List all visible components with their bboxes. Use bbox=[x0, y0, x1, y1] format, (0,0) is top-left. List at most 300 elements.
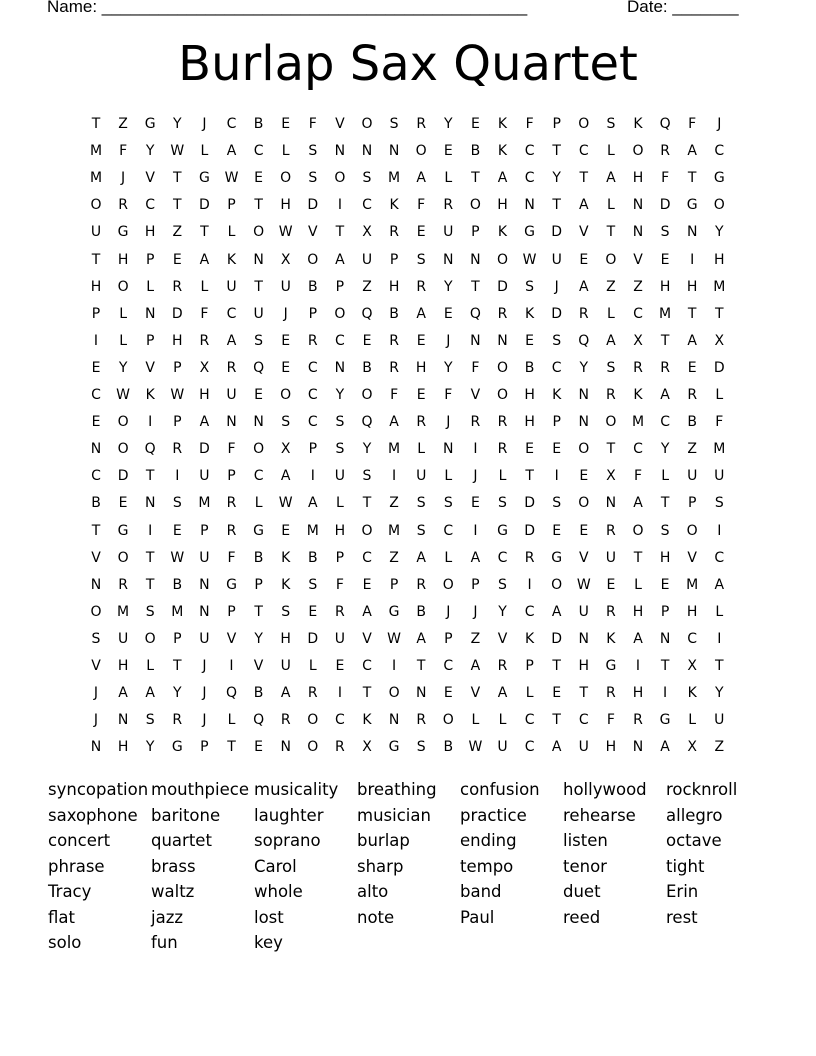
grid-letter: N bbox=[632, 739, 644, 756]
grid-letter: U bbox=[578, 603, 589, 620]
grid-letter: A bbox=[280, 468, 291, 485]
grid-letter: H bbox=[686, 278, 698, 295]
grid-letter: H bbox=[659, 278, 671, 295]
grid-letter: I bbox=[690, 251, 695, 268]
grid-letter: E bbox=[281, 359, 291, 376]
grid-letter: M bbox=[171, 603, 184, 620]
grid-letter: C bbox=[335, 332, 345, 349]
grid-letter: L bbox=[146, 658, 155, 674]
grid-letter: H bbox=[578, 658, 590, 674]
grid-letter: R bbox=[416, 116, 427, 132]
grid-letter: Q bbox=[253, 359, 265, 376]
grid-letter: U bbox=[714, 712, 725, 729]
grid-letter: R bbox=[470, 414, 481, 431]
grid-letter: T bbox=[416, 658, 426, 674]
grid-letter: E bbox=[552, 522, 562, 539]
grid-letter: X bbox=[362, 739, 372, 756]
grid-letter: T bbox=[552, 197, 561, 214]
grid-letter: O bbox=[578, 495, 590, 512]
grid-letter: N bbox=[470, 251, 481, 268]
grid-letter: F bbox=[119, 143, 128, 160]
grid-letter: C bbox=[714, 143, 725, 160]
grid-letter: V bbox=[362, 630, 372, 647]
grid-letter: T bbox=[660, 495, 670, 512]
grid-letter: U bbox=[199, 630, 210, 647]
grid-letter: O bbox=[551, 576, 563, 593]
grid-letter: E bbox=[525, 441, 535, 458]
grid-letter: A bbox=[551, 603, 562, 620]
grid-letter: A bbox=[579, 278, 589, 295]
grid-letter: C bbox=[524, 170, 535, 187]
grid-letter: R bbox=[389, 359, 399, 376]
grid-letter: N bbox=[388, 712, 400, 729]
grid-letter: E bbox=[281, 332, 291, 349]
word-list-item: waltz bbox=[151, 882, 195, 901]
grid-letter: O bbox=[117, 549, 129, 566]
grid-letter: J bbox=[202, 712, 207, 729]
word-list-item: musicality bbox=[254, 780, 339, 799]
grid-letter: R bbox=[307, 685, 318, 702]
grid-letter: C bbox=[307, 359, 318, 376]
grid-letter: E bbox=[91, 414, 101, 431]
grid-letter: R bbox=[226, 495, 237, 512]
grid-letter: S bbox=[660, 522, 670, 539]
grid-letter: T bbox=[254, 278, 263, 295]
grid-letter: U bbox=[605, 549, 617, 566]
grid-letter: N bbox=[415, 685, 427, 702]
grid-letter: R bbox=[416, 712, 427, 729]
grid-letter: T bbox=[91, 522, 101, 539]
grid-letter: H bbox=[714, 251, 725, 268]
grid-letter: L bbox=[606, 197, 615, 214]
word-list-item: burlap bbox=[357, 831, 410, 850]
grid-letter: L bbox=[525, 685, 534, 702]
grid-letter: L bbox=[688, 712, 697, 729]
grid-letter: G bbox=[686, 197, 698, 214]
grid-letter: S bbox=[145, 603, 155, 620]
grid-letter: L bbox=[715, 387, 724, 403]
grid-letter: E bbox=[552, 685, 562, 702]
grid-letter: A bbox=[226, 143, 237, 160]
word-list-item: concert bbox=[48, 831, 111, 850]
grid-letter: T bbox=[633, 549, 643, 566]
grid-letter: I bbox=[93, 332, 99, 349]
word-list-item: mouthpiece bbox=[151, 780, 249, 799]
grid-letter: R bbox=[606, 522, 616, 539]
word-list-item: baritone bbox=[151, 805, 221, 825]
grid-letter: E bbox=[416, 224, 426, 241]
grid-letter: T bbox=[145, 576, 155, 593]
grid-letter: J bbox=[554, 278, 559, 295]
grid-letter: H bbox=[199, 387, 210, 403]
grid-letter: E bbox=[606, 576, 616, 593]
grid-letter: J bbox=[446, 332, 451, 349]
grid-letter: G bbox=[659, 712, 671, 729]
grid-letter: Y bbox=[579, 359, 589, 376]
grid-letter: N bbox=[361, 143, 373, 160]
grid-letter: S bbox=[552, 332, 562, 349]
grid-letter: P bbox=[471, 224, 480, 241]
grid-letter: C bbox=[226, 305, 237, 322]
grid-letter: F bbox=[661, 170, 670, 187]
word-list-item: solo bbox=[48, 933, 82, 952]
grid-letter: K bbox=[497, 116, 508, 132]
grid-letter: R bbox=[226, 359, 237, 376]
grid-letter: E bbox=[172, 522, 182, 539]
grid-letter: S bbox=[416, 522, 426, 539]
grid-letter: A bbox=[633, 630, 643, 647]
grid-letter: K bbox=[687, 685, 697, 702]
grid-letter: M bbox=[89, 143, 103, 160]
word-list-item: Erin bbox=[666, 882, 699, 901]
grid-letter: S bbox=[660, 224, 670, 241]
grid-letter: P bbox=[552, 116, 561, 132]
grid-letter: P bbox=[335, 549, 345, 566]
grid-letter: K bbox=[633, 116, 643, 132]
grid-letter: E bbox=[118, 495, 128, 512]
grid-letter: J bbox=[717, 116, 722, 132]
grid-letter: A bbox=[362, 603, 372, 620]
grid-letter: N bbox=[253, 251, 264, 268]
grid-letter: A bbox=[416, 305, 426, 322]
grid-letter: N bbox=[605, 495, 617, 512]
grid-letter: U bbox=[226, 387, 237, 403]
grid-letter: A bbox=[416, 549, 426, 566]
grid-letter: O bbox=[605, 414, 617, 431]
grid-letter: D bbox=[551, 224, 563, 241]
word-list-item: quartet bbox=[151, 831, 212, 850]
grid-letter: E bbox=[660, 576, 670, 593]
grid-letter: T bbox=[145, 468, 155, 485]
grid-letter: U bbox=[714, 468, 725, 485]
grid-letter: V bbox=[579, 224, 589, 241]
grid-letter: H bbox=[415, 359, 427, 376]
grid-letter: P bbox=[254, 576, 263, 593]
grid-letter: E bbox=[579, 251, 589, 268]
grid-letter: O bbox=[361, 387, 373, 403]
word-list-item: lost bbox=[254, 907, 284, 927]
grid-letter: U bbox=[551, 251, 562, 268]
grid-letter: T bbox=[173, 170, 182, 187]
grid-letter: A bbox=[280, 685, 291, 702]
grid-letter: N bbox=[117, 712, 129, 729]
grid-letter: S bbox=[416, 251, 426, 268]
grid-letter: Y bbox=[173, 685, 182, 702]
grid-letter: W bbox=[278, 224, 293, 241]
grid-letter: P bbox=[227, 197, 236, 214]
grid-letter: L bbox=[444, 468, 453, 485]
grid-letter: C bbox=[91, 468, 101, 485]
grid-letter: H bbox=[90, 278, 102, 295]
grid-letter: A bbox=[335, 251, 345, 268]
grid-letter: G bbox=[713, 170, 725, 187]
grid-letter: A bbox=[199, 251, 210, 268]
word-list-item: ending bbox=[460, 831, 517, 850]
grid-letter: I bbox=[717, 522, 722, 539]
grid-letter: N bbox=[199, 576, 210, 593]
grid-letter: U bbox=[334, 630, 346, 647]
grid-letter: D bbox=[551, 305, 563, 322]
word-list-item: listen bbox=[563, 831, 608, 850]
grid-letter: E bbox=[254, 387, 264, 403]
grid-letter: J bbox=[121, 170, 126, 187]
grid-letter: W bbox=[576, 576, 591, 593]
grid-letter: G bbox=[497, 522, 508, 539]
grid-letter: O bbox=[388, 685, 400, 702]
grid-letter: Q bbox=[578, 332, 590, 349]
grid-letter: P bbox=[145, 251, 155, 268]
grid-letter: O bbox=[578, 116, 590, 132]
word-list-item: confusion bbox=[460, 780, 540, 799]
grid-letter: N bbox=[524, 197, 535, 214]
grid-letter: L bbox=[417, 441, 426, 458]
grid-letter: P bbox=[173, 414, 182, 431]
grid-letter: K bbox=[226, 251, 237, 268]
grid-letter: O bbox=[605, 251, 617, 268]
grid-letter: Y bbox=[498, 603, 507, 620]
grid-letter: Y bbox=[660, 441, 670, 458]
grid-letter: Q bbox=[659, 116, 671, 132]
grid-letter: B bbox=[443, 739, 454, 756]
grid-letter: X bbox=[687, 658, 697, 674]
grid-letter: T bbox=[660, 332, 670, 349]
grid-letter: N bbox=[334, 143, 346, 160]
grid-letter: V bbox=[633, 251, 643, 268]
grid-letter: X bbox=[280, 441, 291, 458]
grid-letter: N bbox=[659, 630, 671, 647]
grid-letter: E bbox=[416, 332, 426, 349]
grid-letter: R bbox=[660, 143, 670, 160]
grid-letter: N bbox=[443, 251, 454, 268]
grid-letter: M bbox=[659, 305, 672, 322]
grid-letter: M bbox=[89, 170, 103, 187]
word-list-item: brass bbox=[151, 856, 196, 876]
name-field-label: Name: _____________________________________________ bbox=[47, 0, 528, 16]
grid-letter: Y bbox=[362, 441, 372, 458]
word-list-item: tenor bbox=[563, 856, 607, 876]
grid-letter: C bbox=[253, 143, 264, 160]
grid-letter: C bbox=[660, 414, 670, 431]
word-list-item: syncopation bbox=[48, 780, 149, 799]
grid-letter: S bbox=[308, 143, 318, 160]
grid-letter: H bbox=[524, 387, 535, 403]
grid-letter: K bbox=[633, 387, 643, 403]
grid-letter: L bbox=[606, 143, 615, 160]
grid-letter: H bbox=[388, 278, 400, 295]
grid-letter: V bbox=[91, 549, 101, 566]
grid-letter: Y bbox=[444, 116, 453, 132]
grid-letter: T bbox=[687, 170, 697, 187]
word-list-item: tempo bbox=[460, 856, 514, 876]
grid-letter: B bbox=[253, 549, 264, 566]
grid-letter: Q bbox=[361, 414, 373, 431]
grid-letter: U bbox=[90, 224, 102, 241]
grid-letter: J bbox=[473, 468, 478, 485]
grid-letter: A bbox=[389, 414, 399, 431]
grid-letter: K bbox=[497, 224, 508, 241]
grid-letter: I bbox=[473, 441, 478, 458]
grid-letter: R bbox=[660, 359, 670, 376]
grid-letter: O bbox=[442, 712, 454, 729]
grid-letter: C bbox=[524, 603, 535, 620]
word-list-item: Paul bbox=[460, 907, 495, 927]
grid-letter: T bbox=[145, 549, 155, 566]
grid-letter: E bbox=[335, 658, 345, 674]
grid-letter: Q bbox=[361, 305, 373, 322]
grid-letter: K bbox=[389, 197, 399, 214]
grid-letter: S bbox=[254, 332, 264, 349]
grid-letter: O bbox=[253, 441, 265, 458]
grid-letter: M bbox=[198, 495, 211, 512]
grid-letter: U bbox=[578, 739, 589, 756]
grid-letter: P bbox=[444, 630, 453, 647]
grid-letter: O bbox=[90, 603, 102, 620]
grid-letter: N bbox=[144, 495, 156, 512]
grid-letter: B bbox=[307, 549, 318, 566]
grid-letter: F bbox=[417, 197, 426, 214]
grid-letter: A bbox=[199, 414, 210, 431]
grid-letter: B bbox=[416, 603, 426, 620]
grid-letter: B bbox=[389, 305, 399, 322]
grid-letter: R bbox=[416, 576, 427, 593]
word-list-item: whole bbox=[254, 882, 303, 901]
grid-letter: G bbox=[551, 549, 563, 566]
grid-letter: A bbox=[551, 739, 562, 756]
grid-letter: O bbox=[117, 414, 129, 431]
grid-letter: E bbox=[525, 332, 535, 349]
grid-letter: J bbox=[473, 603, 478, 620]
grid-letter: N bbox=[90, 576, 102, 593]
grid-letter: O bbox=[686, 522, 698, 539]
grid-letter: Q bbox=[225, 685, 238, 702]
grid-letter: E bbox=[470, 495, 480, 512]
grid-letter: A bbox=[497, 170, 508, 187]
grid-letter: J bbox=[202, 116, 207, 132]
grid-letter: R bbox=[389, 332, 399, 349]
grid-letter: X bbox=[714, 332, 725, 349]
word-list-item: tight bbox=[666, 856, 705, 876]
grid-letter: L bbox=[471, 712, 480, 729]
grid-letter: D bbox=[199, 197, 210, 214]
grid-letter: N bbox=[90, 739, 102, 756]
grid-letter: C bbox=[443, 522, 454, 539]
grid-letter: D bbox=[171, 305, 183, 322]
grid-letter: L bbox=[606, 305, 615, 322]
grid-letter: T bbox=[254, 197, 263, 214]
grid-letter: E bbox=[254, 739, 264, 756]
grid-letter: R bbox=[307, 332, 318, 349]
grid-letter: O bbox=[117, 441, 129, 458]
grid-letter: E bbox=[443, 305, 453, 322]
grid-letter: L bbox=[227, 712, 236, 729]
grid-letter: R bbox=[226, 522, 237, 539]
grid-letter: M bbox=[388, 441, 401, 458]
grid-letter: F bbox=[715, 414, 724, 431]
grid-letter: H bbox=[280, 197, 291, 214]
grid-letter: J bbox=[202, 658, 207, 674]
word-list-item: hollywood bbox=[563, 780, 647, 799]
grid-letter: W bbox=[170, 387, 185, 403]
grid-letter: D bbox=[524, 495, 535, 512]
word-list-item: duet bbox=[563, 882, 601, 901]
grid-letter: R bbox=[633, 712, 643, 729]
grid-letter: U bbox=[443, 224, 454, 241]
grid-letter: R bbox=[118, 197, 128, 214]
grid-letter: E bbox=[416, 387, 426, 403]
grid-letter: O bbox=[361, 116, 373, 132]
grid-letter: E bbox=[281, 522, 291, 539]
grid-letter: K bbox=[281, 549, 291, 566]
grid-letter: U bbox=[687, 468, 698, 485]
grid-letter: R bbox=[280, 712, 291, 729]
grid-letter: T bbox=[552, 712, 561, 729]
grid-letter: S bbox=[389, 116, 399, 132]
grid-letter: P bbox=[687, 495, 697, 512]
word-list-item: rehearse bbox=[563, 805, 636, 825]
grid-letter: O bbox=[144, 630, 156, 647]
grid-letter: F bbox=[227, 549, 236, 566]
grid-letter: K bbox=[525, 630, 535, 647]
grid-letter: G bbox=[605, 658, 617, 674]
grid-letter: M bbox=[388, 522, 401, 539]
grid-letter: O bbox=[469, 197, 481, 214]
grid-letter: R bbox=[416, 278, 427, 295]
grid-letter: S bbox=[335, 441, 345, 458]
grid-letter: R bbox=[497, 305, 508, 322]
grid-letter: I bbox=[175, 468, 180, 485]
word-list-item: rest bbox=[666, 907, 698, 927]
grid-letter: C bbox=[253, 468, 264, 485]
grid-letter: T bbox=[335, 224, 345, 241]
grid-letter: S bbox=[498, 495, 507, 512]
grid-letter: C bbox=[633, 441, 643, 458]
grid-letter: O bbox=[280, 170, 292, 187]
grid-letter: I bbox=[392, 658, 397, 674]
grid-letter: O bbox=[415, 143, 427, 160]
grid-letter: Y bbox=[444, 359, 453, 376]
grid-letter: W bbox=[170, 143, 185, 160]
grid-letter: F bbox=[633, 468, 643, 485]
grid-letter: E bbox=[362, 332, 372, 349]
grid-letter: B bbox=[172, 576, 183, 593]
word-list-item: Tracy bbox=[48, 882, 92, 901]
grid-letter: S bbox=[172, 495, 182, 512]
grid-letter: U bbox=[226, 278, 237, 295]
grid-letter: S bbox=[145, 712, 155, 729]
grid-letter: I bbox=[337, 685, 342, 702]
grid-letter: T bbox=[606, 441, 616, 458]
grid-letter: O bbox=[253, 224, 265, 241]
grid-letter: R bbox=[606, 387, 616, 403]
grid-letter: N bbox=[90, 441, 102, 458]
word-list-item: allegro bbox=[666, 805, 723, 825]
grid-letter: Y bbox=[254, 630, 263, 647]
grid-letter: S bbox=[362, 170, 372, 187]
grid-letter: L bbox=[254, 495, 263, 512]
grid-letter: L bbox=[498, 468, 507, 485]
grid-letter: S bbox=[606, 116, 616, 132]
grid-letter: B bbox=[524, 359, 535, 376]
grid-letter: N bbox=[334, 359, 346, 376]
grid-letter: D bbox=[524, 522, 535, 539]
grid-letter: Y bbox=[145, 143, 155, 160]
word-list-item: rocknroll bbox=[666, 780, 738, 799]
grid-letter: B bbox=[307, 278, 318, 295]
grid-letter: Y bbox=[118, 359, 128, 376]
grid-letter: D bbox=[659, 197, 671, 214]
grid-letter: O bbox=[578, 441, 590, 458]
grid-letter: A bbox=[687, 143, 697, 160]
